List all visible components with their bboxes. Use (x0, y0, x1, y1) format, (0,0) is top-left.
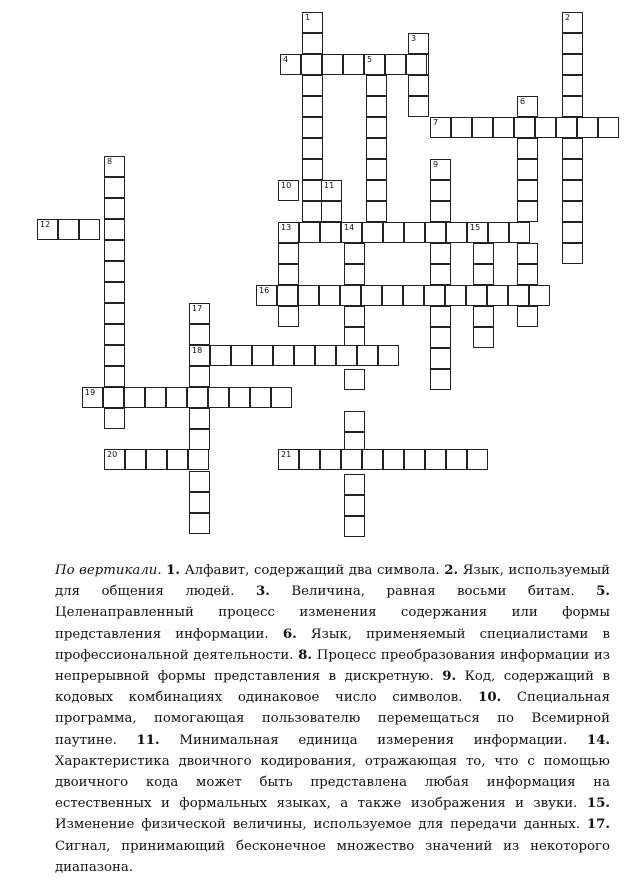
cell-number: 20 (107, 450, 118, 459)
crossword-cell[interactable] (104, 303, 125, 324)
crossword-cell[interactable] (104, 345, 125, 366)
crossword-cell[interactable] (104, 366, 125, 387)
crossword-cell[interactable] (82, 387, 103, 408)
crossword-cell[interactable] (517, 264, 538, 285)
crossword-cell[interactable] (517, 96, 538, 117)
crossword-cell[interactable] (210, 345, 231, 366)
crossword-cell[interactable] (277, 285, 298, 306)
crossword-cell[interactable] (430, 306, 451, 327)
crossword-cell[interactable] (364, 54, 385, 75)
crossword-cell[interactable] (424, 285, 445, 306)
clue-number: 11. (136, 732, 160, 748)
clue-number: 14. (586, 732, 610, 748)
crossword-cell[interactable] (280, 54, 301, 75)
crossword-cell[interactable] (562, 33, 583, 54)
clue-text: Характеристика двоичного кодирования, отражающая то, что с помощью двоичного кода может быть представлена любая информация на естественных и формальных языках, а также изображения и звуки. (55, 753, 610, 812)
crossword-cell[interactable] (146, 449, 167, 470)
crossword-cell[interactable] (302, 138, 323, 159)
crossword-cell[interactable] (278, 306, 299, 327)
crossword-cell[interactable] (229, 387, 250, 408)
crossword-cell[interactable] (366, 159, 387, 180)
crossword-cell[interactable] (473, 243, 494, 264)
crossword-cell[interactable] (145, 387, 166, 408)
crossword-cell[interactable] (361, 285, 382, 306)
crossword-cell[interactable] (189, 366, 210, 387)
crossword-cell[interactable] (362, 222, 383, 243)
crossword-cell[interactable] (517, 201, 538, 222)
crossword-cell[interactable] (302, 96, 323, 117)
crossword-cell[interactable] (299, 222, 320, 243)
clue-text: Процесс преобразования информации из непрерывной формы представления в дискретную. (55, 647, 611, 685)
clues-block (55, 560, 610, 878)
crossword-cell[interactable] (341, 449, 362, 470)
clue-number: 3. (255, 584, 270, 600)
crossword-cell[interactable] (493, 117, 514, 138)
crossword-cell[interactable] (382, 285, 403, 306)
clue-number: 5. (596, 584, 610, 600)
cell-number: 19 (85, 388, 96, 397)
crossword-cell[interactable] (302, 117, 323, 138)
crossword-cell[interactable] (517, 159, 538, 180)
crossword-cell[interactable] (189, 513, 210, 534)
clue-item (166, 563, 440, 578)
crossword-cell[interactable] (430, 243, 451, 264)
crossword-cell[interactable] (189, 324, 210, 345)
crossword-cell[interactable] (189, 471, 210, 492)
crossword-cell[interactable] (517, 138, 538, 159)
crossword-cell[interactable] (231, 345, 252, 366)
clue-text: Специальная программа, помогающая пользователю перемещаться по Всемирной паутине. (55, 690, 610, 748)
crossword-cell[interactable] (509, 222, 530, 243)
clue-item (137, 733, 568, 748)
crossword-cell[interactable] (189, 408, 210, 429)
crossword-cell[interactable] (562, 75, 583, 96)
crossword-cell[interactable] (343, 54, 364, 75)
crossword-cell[interactable] (430, 369, 451, 390)
crossword-cell[interactable] (344, 516, 365, 537)
crossword-cell[interactable] (529, 285, 550, 306)
crossword-cell[interactable] (301, 54, 322, 75)
crossword-cell[interactable] (357, 345, 378, 366)
crossword-cell[interactable] (302, 180, 323, 201)
cell-number: 17 (192, 304, 203, 313)
crossword-cell[interactable] (403, 285, 424, 306)
crossword-cell[interactable] (340, 285, 361, 306)
crossword-cell[interactable] (299, 449, 320, 470)
crossword-cell[interactable] (430, 264, 451, 285)
cell-number: 11 (324, 181, 335, 190)
crossword-cell[interactable] (517, 180, 538, 201)
crossword-cell[interactable] (104, 177, 125, 198)
crossword-cell[interactable] (362, 449, 383, 470)
crossword-cell[interactable] (319, 285, 340, 306)
crossword-cell[interactable] (278, 449, 299, 470)
crossword-cell[interactable] (378, 345, 399, 366)
crossword-cell[interactable] (302, 33, 323, 54)
crossword-cell[interactable] (366, 117, 387, 138)
crossword-cell[interactable] (425, 222, 446, 243)
clues-heading: По вертикали. (55, 563, 162, 578)
cell-number: 18 (192, 346, 203, 355)
crossword-cell[interactable] (366, 96, 387, 117)
clue-number: 8. (298, 647, 313, 663)
cell-number: 16 (259, 286, 270, 295)
crossword-cell[interactable] (104, 282, 125, 303)
crossword-cell[interactable] (562, 138, 583, 159)
crossword-cell[interactable] (294, 345, 315, 366)
crossword-cell[interactable] (104, 156, 125, 177)
cell-number: 13 (281, 223, 292, 232)
crossword-cell[interactable] (425, 449, 446, 470)
clue-number: 15. (586, 796, 611, 812)
cell-number: 1 (305, 13, 311, 22)
cell-number: 14 (344, 223, 355, 232)
crossword-cell[interactable] (408, 33, 429, 54)
crossword-cell[interactable] (167, 449, 188, 470)
crossword-cell[interactable] (37, 219, 58, 240)
clue-item (256, 584, 575, 599)
crossword-cell[interactable] (430, 348, 451, 369)
crossword-cell[interactable] (598, 117, 619, 138)
crossword-cell[interactable] (383, 222, 404, 243)
crossword-cell[interactable] (278, 180, 299, 201)
clue-number: 6. (282, 626, 297, 642)
crossword-cell[interactable] (302, 75, 323, 96)
crossword-cell[interactable] (408, 75, 429, 96)
crossword-cell[interactable] (406, 54, 427, 75)
crossword-cell[interactable] (271, 387, 292, 408)
clue-number: 17. (586, 817, 611, 833)
crossword-cell[interactable] (556, 117, 577, 138)
crossword-cell[interactable] (250, 387, 271, 408)
crossword-cell[interactable] (278, 222, 299, 243)
crossword-cell[interactable] (430, 180, 451, 201)
crossword-cell[interactable] (467, 449, 488, 470)
crossword-cell[interactable] (562, 222, 583, 243)
crossword-cell[interactable] (189, 429, 210, 450)
cell-number: 4 (283, 55, 289, 64)
crossword-cell[interactable] (535, 117, 556, 138)
crossword-cell[interactable] (273, 345, 294, 366)
cell-number: 8 (107, 157, 113, 166)
crossword-cell[interactable] (562, 96, 583, 117)
crossword-cell[interactable] (278, 264, 299, 285)
crossword-cell[interactable] (321, 201, 342, 222)
crossword-cell[interactable] (302, 201, 323, 222)
clue-text: Алфавит, содержащий два символа. (184, 563, 440, 578)
crossword-cell[interactable] (473, 306, 494, 327)
cell-number: 21 (281, 450, 292, 459)
crossword-cell[interactable] (166, 387, 187, 408)
crossword-cell[interactable] (517, 306, 538, 327)
crossword-cell[interactable] (344, 243, 365, 264)
clue-number: 1. (166, 563, 181, 578)
cell-number: 15 (470, 223, 481, 232)
clue-text: Минимальная единица измерения информации. (179, 732, 568, 748)
crossword-cell[interactable] (256, 285, 277, 306)
crossword-cell[interactable] (562, 201, 583, 222)
crossword-cell[interactable] (336, 345, 357, 366)
crossword-cell[interactable] (104, 219, 125, 240)
crossword-cell[interactable] (344, 306, 365, 327)
crossword-cell[interactable] (404, 449, 425, 470)
crossword-cell[interactable] (104, 240, 125, 261)
crossword-cell[interactable] (430, 201, 451, 222)
clue-number: 10. (478, 690, 502, 706)
clue-text: Сигнал, принимающий бесконечное множество значений из некоторого диапазона. (55, 838, 610, 875)
crossword-cell[interactable] (517, 243, 538, 264)
cell-number: 6 (520, 97, 526, 106)
cell-number: 12 (40, 220, 51, 229)
cell-number: 7 (433, 118, 439, 127)
crossword-cell[interactable] (562, 243, 583, 264)
crossword-cell[interactable] (466, 285, 487, 306)
crossword-cell[interactable] (344, 474, 365, 495)
crossword-cell[interactable] (320, 222, 341, 243)
clue-text: Язык, используемый для общения людей. (55, 563, 610, 600)
crossword-cell[interactable] (79, 219, 100, 240)
crossword-cell[interactable] (445, 285, 466, 306)
crossword-cell[interactable] (404, 222, 425, 243)
crossword-cell[interactable] (467, 222, 488, 243)
crossword-cell[interactable] (385, 54, 406, 75)
crossword-cell[interactable] (189, 345, 210, 366)
crossword-cell[interactable] (322, 54, 343, 75)
cell-number: 10 (281, 181, 292, 190)
crossword-cell[interactable] (451, 117, 472, 138)
crossword-cell[interactable] (302, 12, 323, 33)
crossword-cell[interactable] (103, 387, 124, 408)
crossword-cell[interactable] (124, 387, 145, 408)
crossword-cell[interactable] (344, 369, 365, 390)
crossword-cell[interactable] (473, 327, 494, 348)
crossword-cell[interactable] (315, 345, 336, 366)
crossword-cell[interactable] (208, 387, 229, 408)
crossword-cell[interactable] (430, 159, 451, 180)
crossword-cell[interactable] (344, 411, 365, 432)
cell-number: 5 (367, 55, 373, 64)
crossword-cell[interactable] (408, 96, 429, 117)
crossword-cell[interactable] (430, 327, 451, 348)
crossword-cell[interactable] (366, 180, 387, 201)
crossword-cell[interactable] (446, 449, 467, 470)
crossword-cell[interactable] (472, 117, 493, 138)
clue-number: 2. (444, 563, 459, 578)
clue-text: Изменение физической величины, используемое для передачи данных. (55, 817, 581, 833)
cell-number: 2 (565, 13, 571, 22)
clue-text: Величина, равная восьми битам. (291, 584, 575, 600)
crossword-cell[interactable] (188, 449, 209, 470)
crossword-cell[interactable] (514, 117, 535, 138)
crossword-cell[interactable] (189, 303, 210, 324)
crossword-cell[interactable] (562, 54, 583, 75)
crossword-cell[interactable] (577, 117, 598, 138)
crossword-cell[interactable] (302, 159, 323, 180)
clue-number: 9. (442, 669, 457, 685)
crossword-cell[interactable] (344, 264, 365, 285)
crossword-cell[interactable] (321, 180, 342, 201)
crossword-cell[interactable] (252, 345, 273, 366)
cell-number: 9 (433, 160, 439, 169)
crossword-cell[interactable] (562, 159, 583, 180)
crossword-cell[interactable] (366, 201, 387, 222)
crossword-cell[interactable] (366, 138, 387, 159)
crossword-cell[interactable] (298, 285, 319, 306)
crossword-cell[interactable] (104, 449, 125, 470)
crossword-cell[interactable] (187, 387, 208, 408)
crossword-cell[interactable] (125, 449, 146, 470)
crossword-cell[interactable] (487, 285, 508, 306)
crossword-cell[interactable] (562, 180, 583, 201)
crossword-cell[interactable] (344, 495, 365, 516)
crossword-cell[interactable] (508, 285, 529, 306)
crossword-cell[interactable] (366, 75, 387, 96)
crossword-cell[interactable] (473, 264, 494, 285)
crossword-cell[interactable] (446, 222, 467, 243)
crossword-cell[interactable] (383, 449, 404, 470)
crossword-cell[interactable] (320, 449, 341, 470)
crossword-cell[interactable] (562, 12, 583, 33)
cell-number: 3 (411, 34, 417, 43)
crossword-cell[interactable] (104, 408, 125, 429)
clue-text: Код, содержащий в кодовых комбинациях одинаковое число символов. (55, 669, 611, 706)
crossword-cell[interactable] (278, 243, 299, 264)
crossword-cell[interactable] (104, 198, 125, 219)
crossword-cell[interactable] (104, 261, 125, 282)
crossword-cell[interactable] (341, 222, 362, 243)
crossword-cell[interactable] (189, 492, 210, 513)
crossword-cell[interactable] (488, 222, 509, 243)
crossword-cell[interactable] (58, 219, 79, 240)
crossword-cell[interactable] (104, 324, 125, 345)
clue-text: Целенаправленный процесс изменения содержания или формы представления информации. (55, 605, 610, 642)
clue-text: Язык, применяемый специалистами в профессиональной деятельности. (55, 626, 611, 663)
crossword-cell[interactable] (430, 117, 451, 138)
